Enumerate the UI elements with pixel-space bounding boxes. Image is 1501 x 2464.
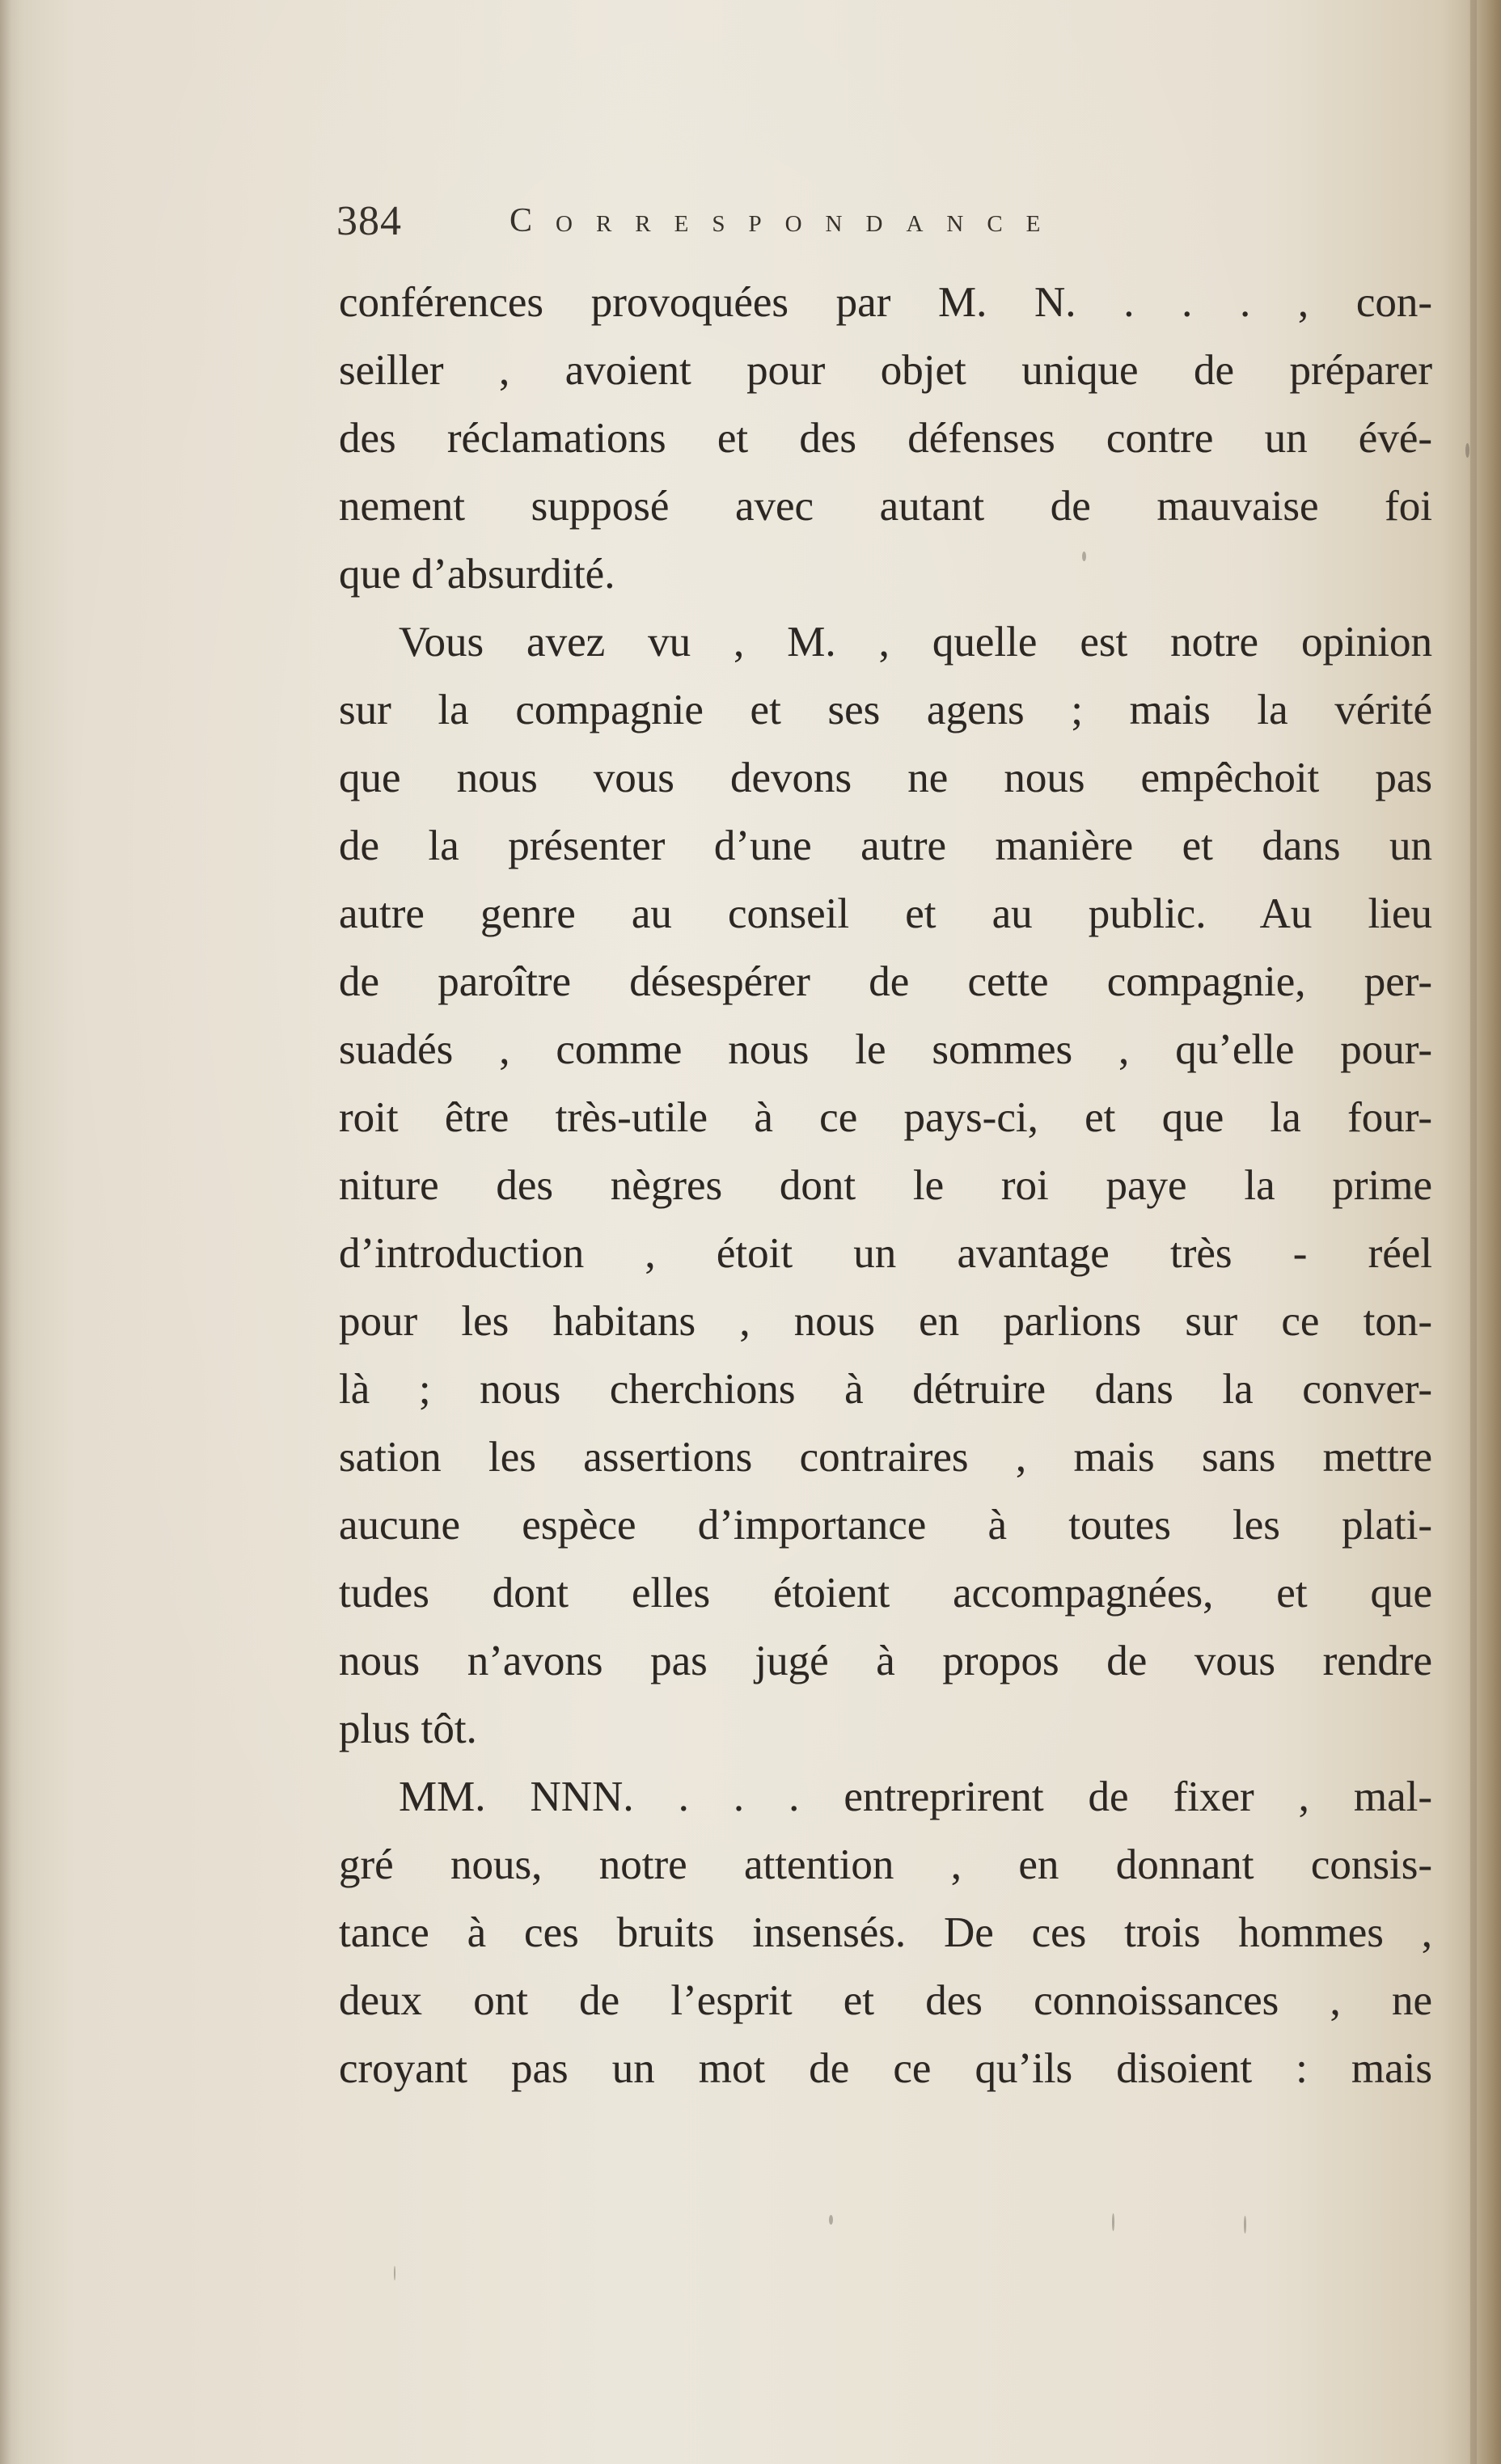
text-line-20: tudes dont elles étoient accompagnées, et que	[339, 1570, 1432, 1617]
text-line-9: de la présenter d’une autre manière et dans un	[339, 822, 1432, 869]
text-line-24: gré nous, notre attention , en donnant consis-	[339, 1841, 1432, 1888]
ink-speck	[1082, 552, 1086, 561]
text-line-25: tance à ces bruits insensés. De ces trois hommes ,	[339, 1909, 1432, 1956]
text-line-26: deux ont de l’esprit et des connoissances , ne	[339, 1977, 1432, 2024]
text-line-2: seiller , avoient pour objet unique de préparer	[339, 347, 1432, 394]
text-line-21: nous n’avons pas jugé à propos de vous rendre	[339, 1638, 1432, 1684]
text-line-17: là ; nous cherchions à détruire dans la conver-	[339, 1366, 1432, 1413]
text-line-23: MM. NNN. . . . entreprirent de fixer , mal-	[399, 1773, 1432, 1820]
text-line-13: roit être très-utile à ce pays-ci, et que la four-	[339, 1094, 1432, 1141]
ink-speck	[829, 2215, 833, 2225]
text-line-10: autre genre au conseil et au public. Au lieu	[339, 890, 1432, 937]
body-text	[339, 268, 1432, 2112]
ink-speck	[1112, 2213, 1114, 2231]
text-line-11: de paroître désespérer de cette compagnie, per-	[339, 958, 1432, 1005]
running-title: Correspondance	[509, 202, 1064, 239]
page-header	[336, 197, 1258, 262]
text-line-14: niture des nègres dont le roi paye la prime	[339, 1162, 1432, 1209]
page-left-shadow	[0, 0, 23, 2464]
text-line-6: Vous avez vu , M. , quelle est notre opinion	[399, 619, 1432, 666]
page-number: 384	[336, 198, 402, 244]
text-line-8: que nous vous devons ne nous empêchoit pas	[339, 754, 1432, 801]
text-line-27: croyant pas un mot de ce qu’ils disoient : mais	[339, 2045, 1432, 2092]
text-line-18: sation les assertions contraires , mais sans mettre	[339, 1434, 1432, 1481]
text-line-16: pour les habitans , nous en parlions sur ce ton-	[339, 1298, 1432, 1345]
ink-speck	[1465, 443, 1469, 458]
text-line-4: nement supposé avec autant de mauvaise foi	[339, 483, 1432, 530]
text-line-15: d’introduction , étoit un avantage très - réel	[339, 1230, 1432, 1277]
text-line-12: suadés , comme nous le sommes , qu’elle pour-	[339, 1026, 1432, 1073]
text-line-1: conférences provoquées par M. N. . . . , con-	[339, 279, 1432, 326]
text-line-7: sur la compagnie et ses agens ; mais la vérité	[339, 687, 1432, 733]
ink-speck	[394, 2266, 395, 2280]
text-line-5: que d’absurdité.	[339, 551, 615, 598]
text-line-22: plus tôt.	[339, 1705, 477, 1752]
ink-speck	[1244, 2216, 1246, 2234]
text-line-3: des réclamations et des défenses contre un évé-	[339, 415, 1432, 462]
text-line-19: aucune espèce d’importance à toutes les plati-	[339, 1502, 1432, 1549]
page-right-edge	[1467, 0, 1501, 2464]
